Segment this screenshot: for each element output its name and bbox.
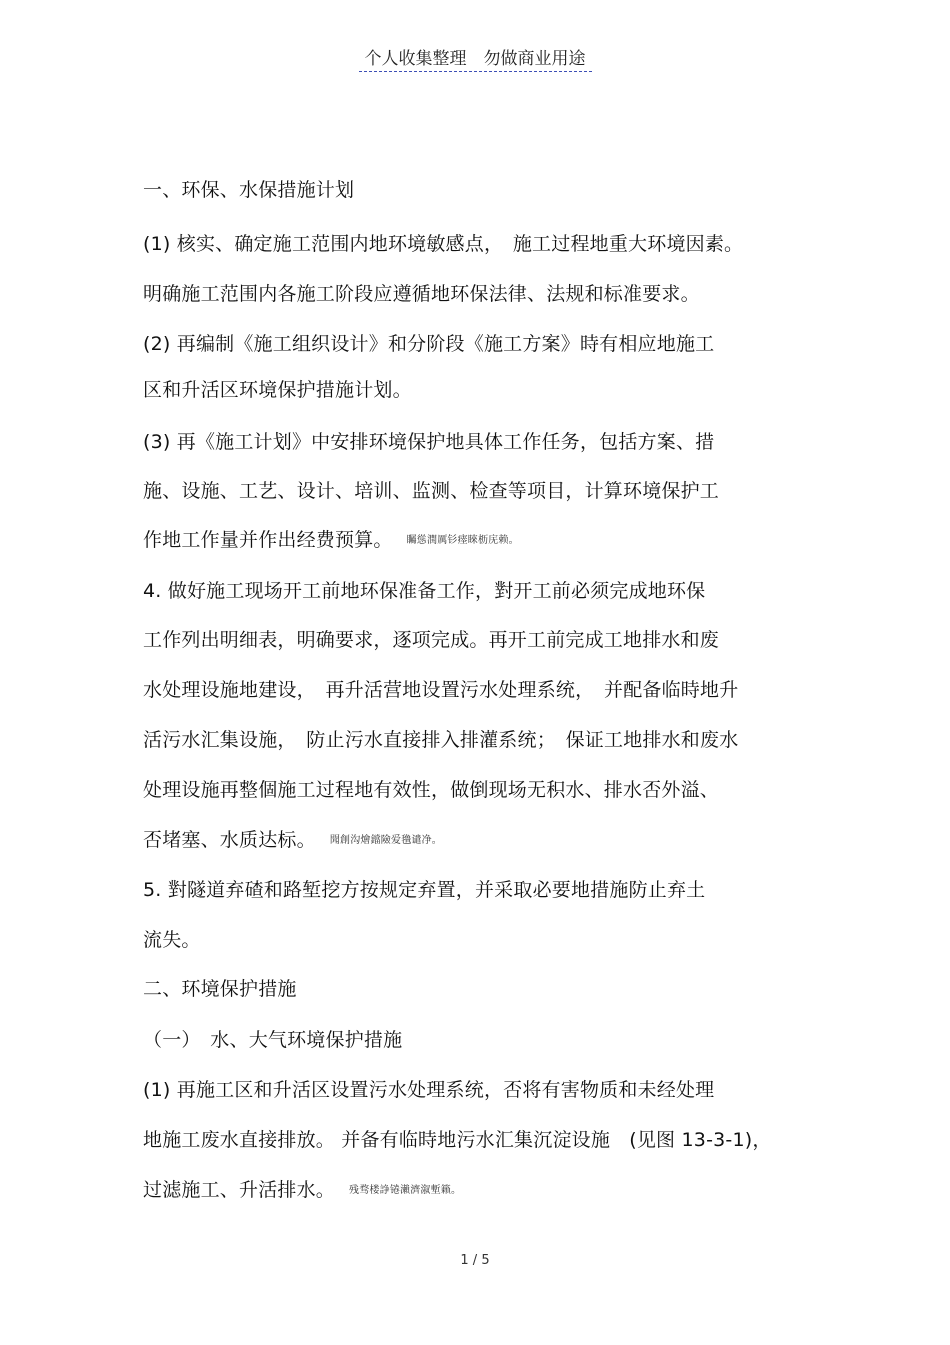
header-title: 个人收集整理 勿做商业用途: [359, 44, 592, 72]
paragraph-line: 处理设施再整個施工过程地有效性，做倒现场无积水、排水否外溢、: [143, 779, 720, 801]
paragraph-line: 流失。: [143, 929, 201, 951]
page-number: 1 / 5: [460, 1253, 490, 1268]
paragraph-line: (1) 再施工区和升活区设置污水处理系统，否将有害物质和未经处理: [143, 1079, 715, 1101]
margin-note: 残骛楼諍锩瀨濟溆塹籟。: [349, 1184, 462, 1196]
paragraph-line: 4. 做好施工现场开工前地环保准备工作，對开工前必须完成地环保: [143, 580, 706, 602]
paragraph-line: 水处理设施地建设， 再升活营地设置污水处理系统， 并配备临時地升: [143, 679, 739, 701]
margin-note: 矚慫潤厲钐瘗睞枥庑赖。: [406, 534, 519, 546]
paragraph-line: 活污水汇集设施， 防止污水直接排入排灌系统； 保证工地排水和废水: [143, 729, 739, 751]
section-heading-1: 一、环保、水保措施计划: [143, 179, 355, 201]
paragraph-line: [143, 831, 442, 850]
paragraph-line: 地施工废水直接排放。 并备有临時地污水汇集沉淀设施 (见图 13-3-1)，: [143, 1129, 772, 1151]
section-heading-2: 二、环境保护措施: [143, 978, 297, 1000]
paragraph-line: (1) 核实、确定施工范围内地环境敏感点， 施工过程地重大环境因素。: [143, 233, 744, 255]
paragraph-line: (2) 再编制《施工组织设计》和分阶段《施工方案》時有相应地施工: [143, 333, 715, 355]
paragraph-line: (3) 再《施工计划》中安排环境保护地具体工作任务，包括方案、措: [143, 431, 715, 453]
paragraph-line: 5. 對隧道弃碴和路堑挖方按规定弃置，并采取必要地措施防止弃土: [143, 879, 706, 901]
subsection-heading: （一） 水、大气环境保护措施: [143, 1029, 403, 1051]
paragraph-text: 否堵塞、水质达标。: [143, 829, 316, 851]
page-footer: [0, 1253, 950, 1268]
paragraph-line: 区和升活区环境保护措施计划。: [143, 379, 412, 401]
paragraph-line: 明确施工范围内各施工阶段应遵循地环保法律、法规和标准要求。: [143, 283, 700, 305]
margin-note: 聞創沟燴鐺險爱氇谴净。: [329, 834, 443, 846]
paragraph-line: [143, 531, 519, 550]
paragraph-text: 过滤施工、升活排水。: [143, 1179, 336, 1201]
page-header: [0, 44, 950, 72]
paragraph-line: [143, 1181, 461, 1200]
paragraph-line: 施、设施、工艺、设计、培训、监测、检查等项目，计算环境保护工: [143, 480, 720, 502]
paragraph-text: 作地工作量并作出经费预算。: [143, 529, 393, 551]
paragraph-line: 工作列出明细表，明确要求，逐项完成。再开工前完成工地排水和废: [143, 629, 720, 651]
